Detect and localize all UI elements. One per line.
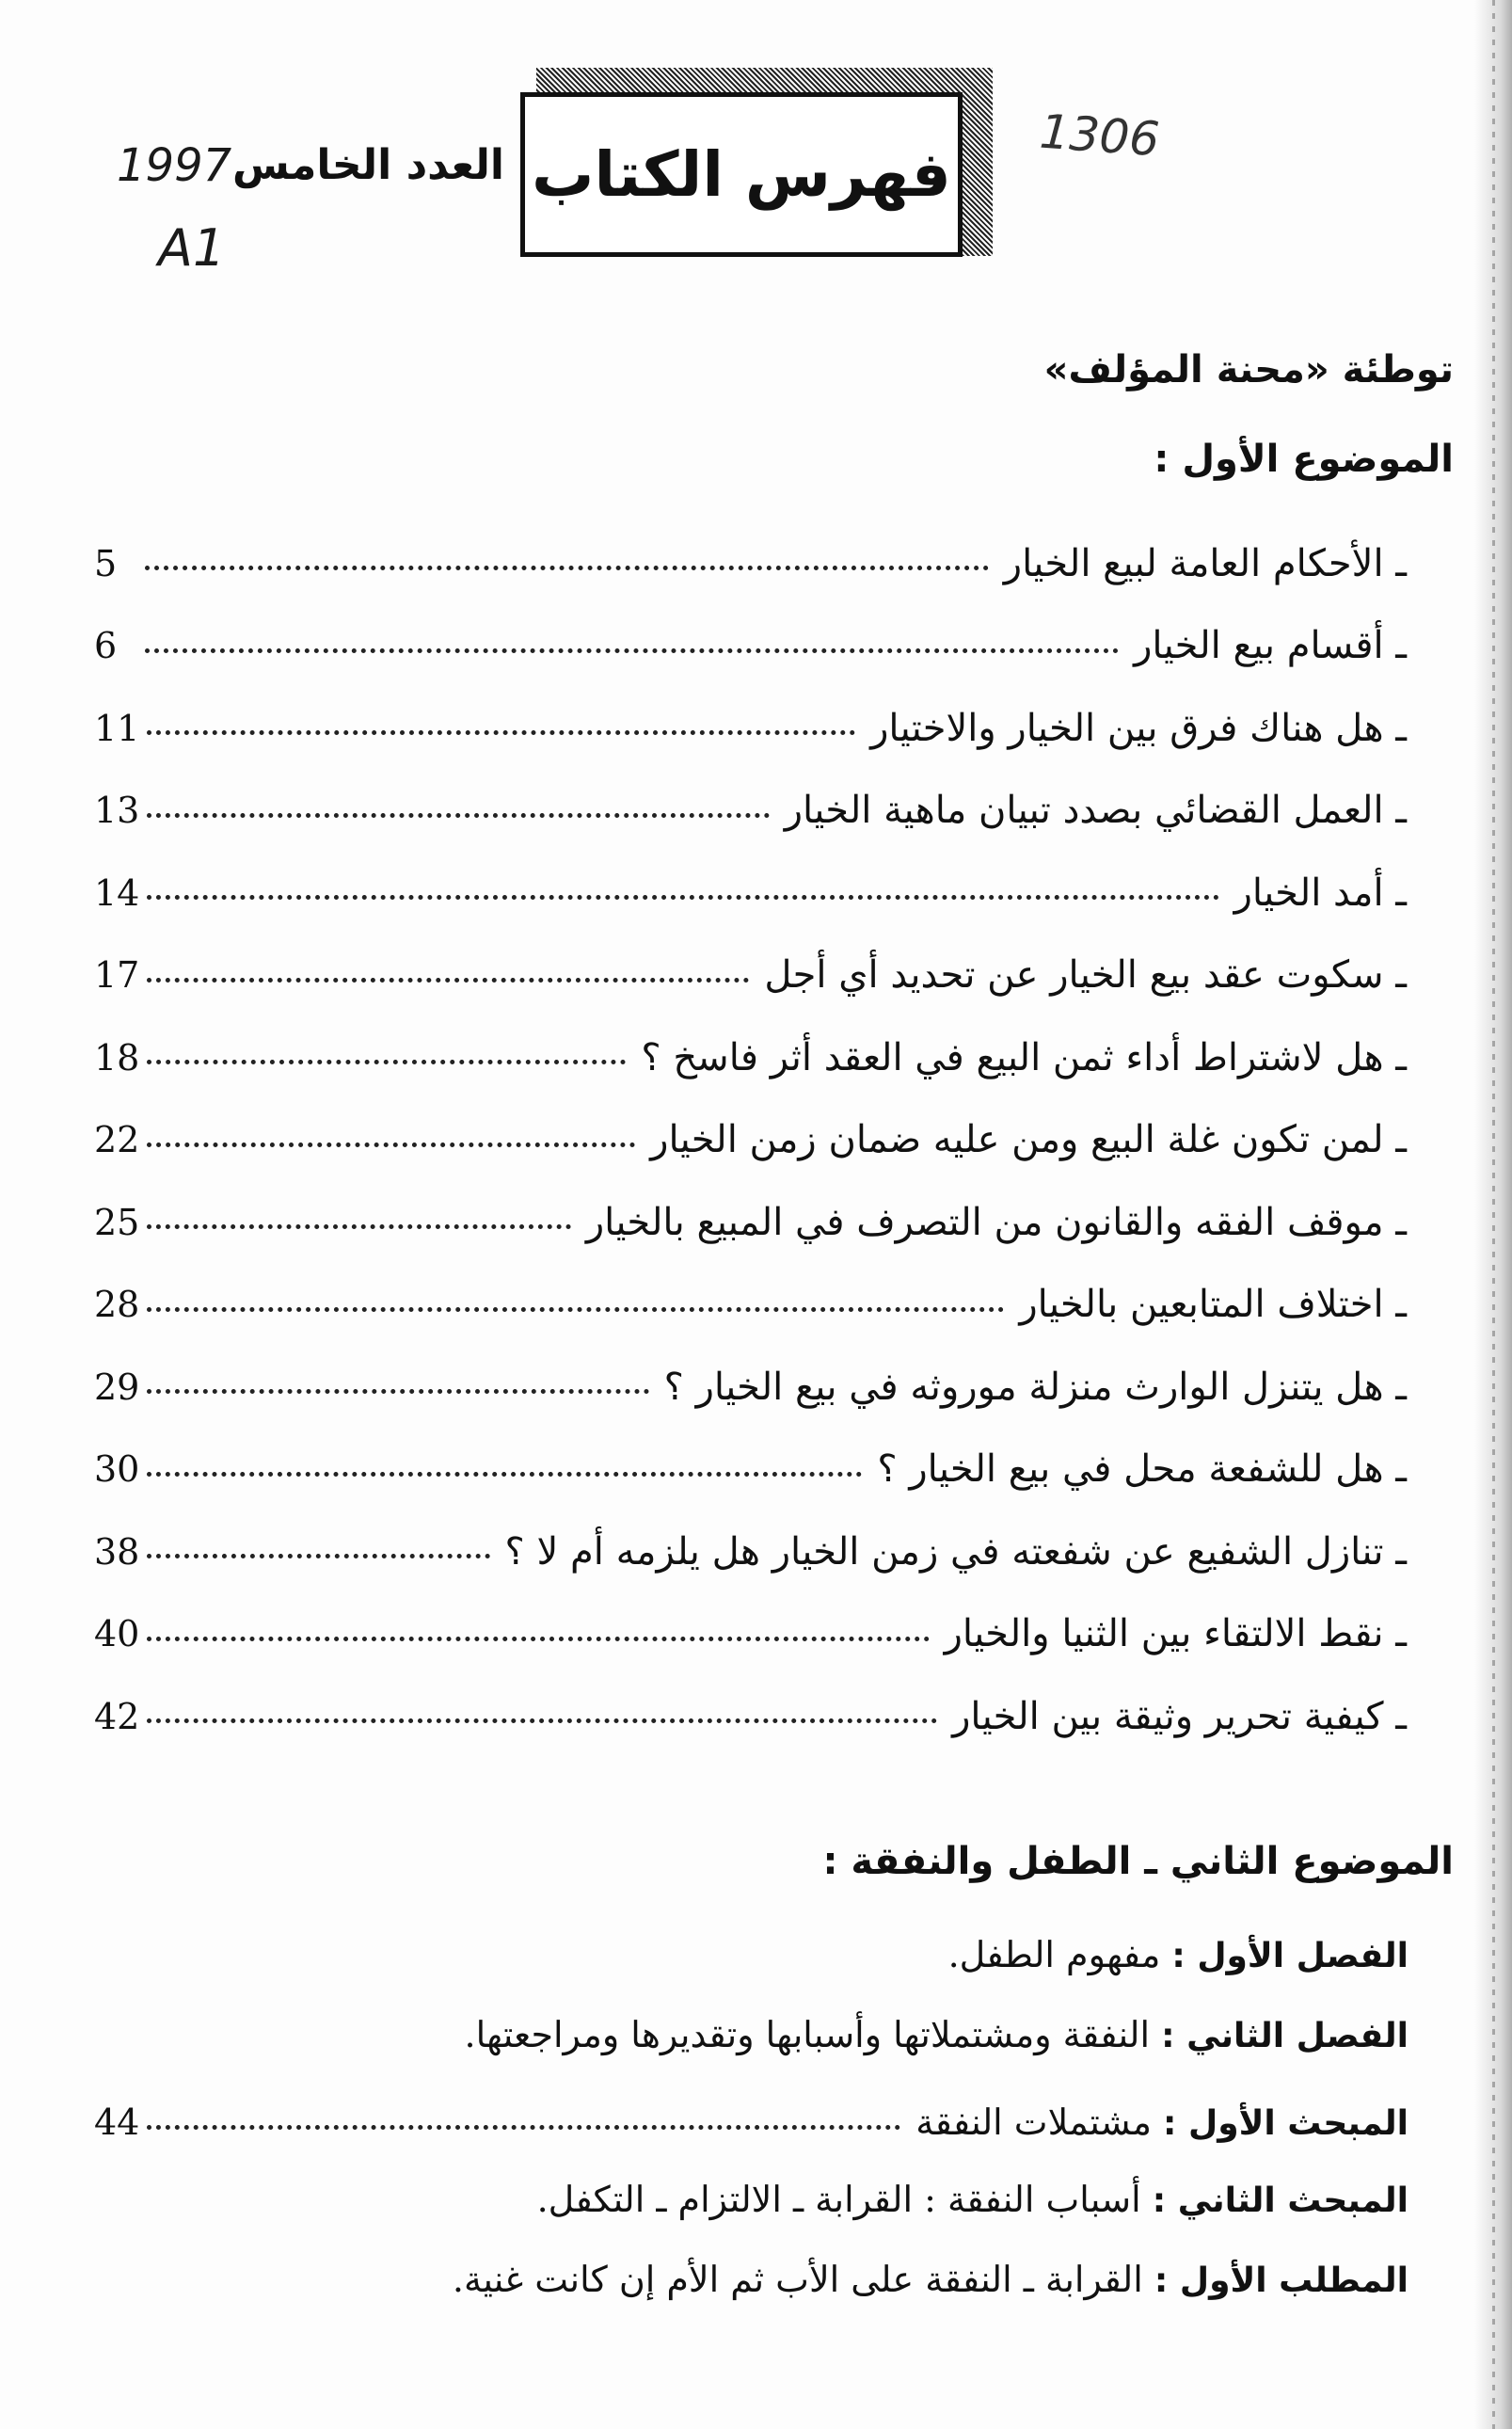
toc-page: 38 xyxy=(94,1530,140,1573)
toc-title: ـ هل للشفعة محل في بيع الخيار ؟ xyxy=(877,1447,1407,1492)
toc-title: ـ أمد الخيار xyxy=(1233,871,1407,915)
dot-leader xyxy=(147,1224,570,1229)
toc-title: ـ أقسام بيع الخيار xyxy=(1134,624,1407,668)
toc-row[interactable] xyxy=(94,1346,1407,1429)
dot-leader xyxy=(147,978,749,983)
subsection1-label: المطلب الأول : xyxy=(1154,2261,1409,2300)
section2-label: المبحث الثاني : xyxy=(1152,2181,1409,2220)
page-title: فهرس الكتاب xyxy=(532,138,951,211)
section1-label: المبحث الأول : xyxy=(1163,2104,1409,2143)
dot-leader xyxy=(147,1554,489,1558)
dot-leader xyxy=(145,648,1119,653)
section2-line[interactable] xyxy=(537,2179,1409,2220)
topic1-heading: الموضوع الأول : xyxy=(1154,438,1454,481)
toc-title: ـ هل يتنزل الوارث منزلة موروثه في بيع الخيار ؟ xyxy=(663,1365,1407,1409)
toc-page: 28 xyxy=(94,1284,140,1326)
chapter2-label: الفصل الثاني : xyxy=(1161,2017,1409,2055)
toc-title: ـ العمل القضائي بصدد تبيان ماهية الخيار xyxy=(784,789,1407,833)
toc-title: ـ الأحكام العامة لبيع الخيار xyxy=(1003,541,1407,585)
subsection1-line[interactable] xyxy=(453,2259,1409,2300)
toc-page: 17 xyxy=(94,954,140,997)
toc-row[interactable] xyxy=(94,1429,1407,1511)
dot-leader xyxy=(147,1389,648,1394)
handwritten-number: 1306 xyxy=(1038,104,1162,168)
toc-page: 6 xyxy=(94,625,118,667)
toc-row[interactable] xyxy=(94,605,1407,688)
toc-title: ـ تنازل الشفيع عن شفعته في زمن الخيار هل يلزمه أم لا ؟ xyxy=(504,1529,1407,1574)
dot-leader xyxy=(147,1307,1004,1312)
toc-row[interactable] xyxy=(94,1016,1407,1099)
subsection1-text: القرابة ـ النفقة على الأب ثم الأم إن كانت غنية. xyxy=(452,2259,1143,2300)
toc-row[interactable] xyxy=(94,522,1407,605)
dot-leader xyxy=(147,813,769,818)
toc-page: 11 xyxy=(94,707,140,749)
chapter1-text: مفهوم الطفل. xyxy=(947,1934,1161,1975)
handwritten-code: A1 xyxy=(158,218,226,278)
toc-title: ـ هل هناك فرق بين الخيار والاختيار xyxy=(870,706,1407,750)
chapter2-text: النفقة ومشتملاتها وأسبابها وتقديرها ومراجعتها. xyxy=(464,2014,1151,2055)
dot-leader xyxy=(145,566,989,570)
section1-title xyxy=(904,2101,1409,2143)
section1-text: مشتملات النفقة xyxy=(915,2101,1152,2143)
section1-page: 44 xyxy=(94,2101,140,2143)
toc-row[interactable] xyxy=(94,1510,1407,1593)
toc-title: ـ نقط الالتقاء بين الثنيا والخيار xyxy=(944,1612,1407,1656)
toc-page: 30 xyxy=(94,1448,140,1491)
dot-leader xyxy=(147,1718,937,1723)
dot-leader xyxy=(147,1060,626,1064)
section1-row[interactable] xyxy=(94,2099,1409,2146)
toc-row[interactable] xyxy=(94,687,1407,770)
toc-row[interactable] xyxy=(94,1593,1407,1676)
toc-title: ـ هل لاشتراط أداء ثمن البيع في العقد أثر فاسخ ؟ xyxy=(641,1035,1407,1079)
toc-row[interactable] xyxy=(94,935,1407,1017)
toc-list xyxy=(94,522,1407,1758)
toc-page: 42 xyxy=(94,1695,140,1737)
toc-page: 25 xyxy=(94,1201,140,1243)
toc-row[interactable] xyxy=(94,1675,1407,1758)
scan-edge-line xyxy=(1492,0,1495,2429)
toc-page: 22 xyxy=(94,1119,140,1161)
toc-page: 40 xyxy=(94,1613,140,1655)
dot-leader xyxy=(147,2125,900,2130)
dot-leader xyxy=(147,895,1218,900)
topic2-heading: الموضوع الثاني ـ الطفل والنفقة : xyxy=(822,1840,1454,1883)
dot-leader xyxy=(147,730,855,735)
title-box xyxy=(520,92,963,257)
dot-leader xyxy=(147,1143,635,1147)
toc-page: 18 xyxy=(94,1036,140,1079)
toc-title: ـ كيفية تحرير وثيقة بين الخيار xyxy=(952,1694,1407,1738)
toc-row[interactable] xyxy=(94,770,1407,853)
chapter2-line[interactable] xyxy=(465,2014,1409,2055)
toc-title: ـ موقف الفقه والقانون من التصرف في المبيع بالخيار xyxy=(585,1200,1407,1244)
toc-row[interactable] xyxy=(94,1099,1407,1182)
toc-row[interactable] xyxy=(94,852,1407,935)
intro-heading: توطئة «محنة المؤلف» xyxy=(1043,348,1454,392)
toc-page: 13 xyxy=(94,790,140,832)
toc-row[interactable] xyxy=(94,1181,1407,1264)
handwritten-year: 1997 xyxy=(117,139,232,192)
dot-leader xyxy=(147,1637,929,1641)
issue-label: العدد الخامس xyxy=(231,141,504,189)
toc-page: 14 xyxy=(94,871,140,914)
toc-title: ـ لمن تكون غلة البيع ومن عليه ضمان زمن الخيار xyxy=(650,1118,1407,1162)
chapter1-label: الفصل الأول : xyxy=(1171,1937,1409,1975)
toc-row[interactable] xyxy=(94,1264,1407,1347)
toc-title: ـ سكوت عقد بيع الخيار عن تحديد أي أجل xyxy=(764,953,1407,998)
toc-page: 5 xyxy=(94,542,118,584)
section2-text: أسباب النفقة : القرابة ـ الالتزام ـ التكفل. xyxy=(536,2179,1141,2220)
toc-page: 29 xyxy=(94,1366,140,1408)
chapter1-line[interactable] xyxy=(948,1934,1409,1975)
toc-title: ـ اختلاف المتابعين بالخيار xyxy=(1019,1283,1407,1327)
dot-leader xyxy=(147,1472,862,1477)
